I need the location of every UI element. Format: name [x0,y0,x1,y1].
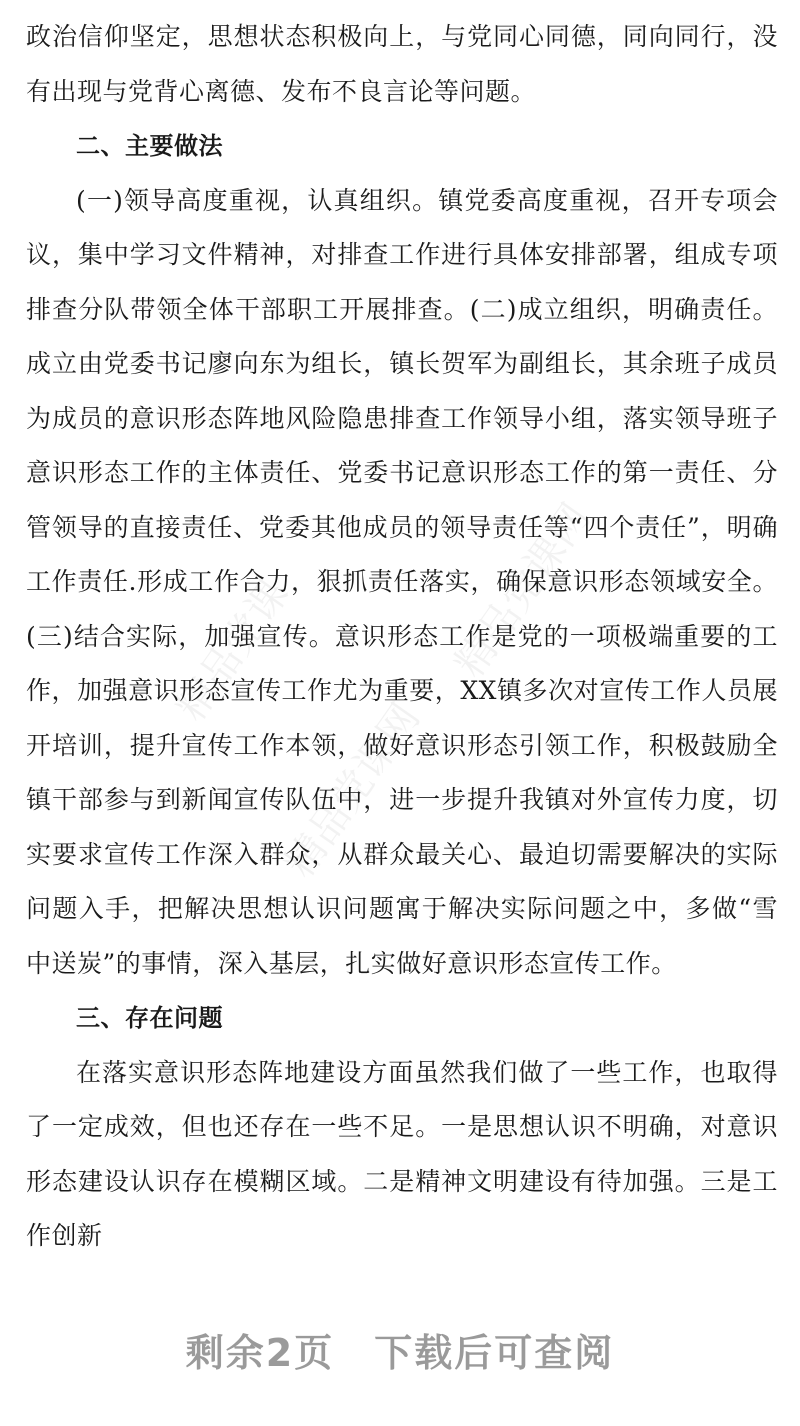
download-to-view-label: 下载后可查阅 [374,1331,615,1375]
document-body [26,10,778,1264]
methods-paragraph: (一)领导高度重视，认真组织。镇党委高度重视，召开专项会议，集中学习文件精神，对排查工作进行具体安排部署，组成专项排查分队带领全体干部职工开展排查。(二)成立组织，明确责任。成立由党委书记廖向东为组长，镇长贺军为副组长，其余班子成员为成员的意识形态阵地风险隐患排查工作领导小组，落实领导班子意识形态工作的主体责任、党委书记意识形态工作的第一责任、分管领导的直接责任、党委其他成员的领导责任等“四个责任”，明确工作责任.形成工作合力，狠抓责任落实，确保意识形态领域安全。(三)结合实际，加强宣传。意识形态工作是党的一项极端重要的工作，加强意识形态宣传工作尤为重要，XX镇多次对宣传工作人员展开培训，提升宣传工作本领，做好意识形态引领工作，积极鼓励全镇干部参与到新闻宣传队伍中，进一步提升我镇对外宣传力度，切实要求宣传工作深入群众，从群众最关心、最迫切需要解决的实际问题入手，把解决思想认识问题寓于解决实际问题之中，多做“雪中送炭”的事情，深入基层，扎实做好意识形态宣传工作。 [26,185,778,978]
section-heading-problems: 三、存在问题 [76,1004,223,1032]
section-heading-methods: 二、主要做法 [76,132,223,160]
watermark: 精品党课 [168,571,298,730]
download-banner[interactable] [0,1322,800,1377]
watermark: 精品党课网 [276,695,430,886]
watermark: 精品党课网 [446,495,600,686]
intro-paragraph: 政治信仰坚定，思想状态积极向上，与党同心同德，同向同行，没有出现与党背心离德、发布不良言论等问题。 [26,22,778,106]
remaining-pages-label: 剩余2页 [185,1331,335,1375]
problems-paragraph: 在落实意识形态阵地建设方面虽然我们做了一些工作，也取得了一定成效，但也还存在一些不足。一是思想认识不明确，对意识形态建设认识存在模糊区域。二是精神文明建设有待加强。三是工作创新 [26,1057,778,1250]
